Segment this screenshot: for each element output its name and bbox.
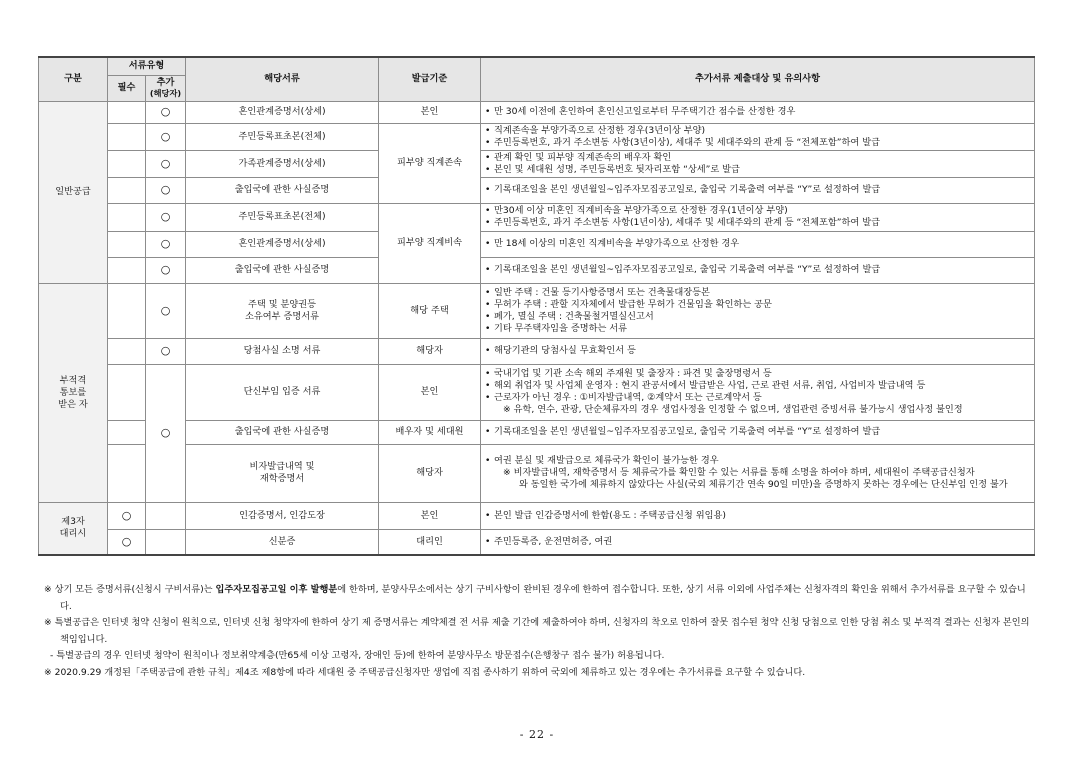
notes-cell: • 해당기관의 당첨사실 무효확인서 등: [481, 338, 1035, 364]
document-name: 출입국에 관한 사실증명: [186, 177, 379, 203]
document-name: 당첨사실 소명 서류: [186, 338, 379, 364]
group-general: 일반공급: [39, 101, 108, 283]
notes-cell: • 직계존속을 부양가족으로 산정한 경우(3년이상 부양) • 주민등록번호, 과거 주소변동 사항(3년이상), 세대주 및 세대주와의 관계 등 “전체포함”하여 발급: [481, 123, 1035, 150]
group-proxy: 제3자 대리시: [39, 502, 108, 555]
header-issue-basis: 발급기준: [379, 57, 481, 101]
document-name: 혼인관계증명서(상세): [186, 231, 379, 257]
header-required: 필수: [108, 75, 146, 101]
footnotes: [44, 582, 1034, 681]
issue-basis: 피부양 직계비속: [379, 203, 481, 283]
footnote-1: ※ 상기 모든 증명서류(신청시 구비서류)는 입주자모집공고일 이후 발행분에 한하며, 분양사무소에서는 상기 구비사항이 완비된 경우에 한하여 접수합니다. 또한, 상기 서류 이외에 사업주체는 신청자격의 확인을 위해서 추가서류를 요구할 수 있습니다.: [44, 584, 1026, 612]
header-category: 구분: [39, 57, 108, 101]
footnote-3: - 특별공급의 경우 인터넷 청약이 원칙이나 정보취약계층(만65세 이상 고령자, 장애인 등)에 한하여 분양사무소 방문접수(은행창구 접수 불가) 허용됩니다.: [50, 650, 665, 661]
notes-cell: • 기록대조일을 본인 생년월일~입주자모집공고일로, 출입국 기록출력 여부를 “Y”로 설정하여 발급: [481, 257, 1035, 283]
document-name: 출입국에 관한 사실증명: [186, 420, 379, 444]
group-ineligible: 부적격 통보를 받은 자: [39, 283, 108, 502]
notes-cell: • 만 30세 이전에 혼인하여 혼인신고일로부터 무주택기간 점수를 산정한 경우: [481, 101, 1035, 123]
required-mark: ○: [108, 502, 146, 529]
notes-cell: • 여권 분실 및 재발급으로 체류국가 확인이 불가능한 경우 ※ 비자발급내역, 재학증명서 등 체류국가를 확인할 수 있는 서류를 통해 소명을 하여야 하며, 세대원이 주택공급신청자 와 동일한 국가에 체류하지 않았다는 사실(국외 체류기간 연속 90일 미만)을 증명하지 못하는 경우에는 단신부임 인정 불가: [481, 444, 1035, 502]
document-name: 인감증명서, 인감도장: [186, 502, 379, 529]
notes-cell: • 국내기업 및 기관 소속 해외 주재원 및 출장자 : 파견 및 출장명령서 등 • 해외 취업자 및 사업체 운영자 : 현지 관공서에서 발급받은 사업, 근로 관련 서류, 취업, 사업비자 발급내역 등 • 근로자가 아닌 경우 : ①비자발급내역, ②계약서 또는 근로계약서 등 ※ 유학, 연수, 관광, 단순체류자의 경우 생업사정을 인정할 수 없으며, 생업관련 증빙서류 불가능시 생업사정 불인정: [481, 364, 1035, 420]
document-name: 주택 및 분양권등 소유여부 증명서류: [186, 283, 379, 338]
footnote-4: ※ 2020.9.29 개정된「주택공급에 관한 규칙」제4조 제8항에 따라 세대원 중 주택공급신청자만 생업에 직접 종사하기 위하여 국외에 체류하고 있는 경우에는 추가서류를 요구할 수 있습니다.: [44, 666, 806, 678]
document-name: 단신부임 입증 서류: [186, 364, 379, 420]
document-name: 출입국에 관한 사실증명: [186, 257, 379, 283]
additional-mark: ○: [146, 364, 186, 502]
notes-cell: • 만 18세 이상의 미혼인 직계비속을 부양가족으로 산정한 경우: [481, 231, 1035, 257]
notes-cell: • 만30세 이상 미혼인 직계비속을 부양가족으로 산정한 경우(1년이상 부양) • 주민등록번호, 과거 주소변동 사항(1년이상), 세대주 및 세대주와의 관계 등 “전체포함”하여 발급: [481, 203, 1035, 231]
document-name: 혼인관계증명서(상세): [186, 101, 379, 123]
issue-basis: 해당 주택: [379, 283, 481, 338]
notes-cell: • 주민등록증, 운전면허증, 여권: [481, 529, 1035, 555]
issue-basis: 대리인: [379, 529, 481, 555]
notes-cell: • 관계 확인 및 피부양 직계존속의 배우자 확인 • 본인 및 세대원 성명, 주민등록번호 뒷자리포함 “상세”로 발급: [481, 150, 1035, 177]
header-notes: 추가서류 제출대상 및 유의사항: [481, 57, 1035, 101]
document-name: 가족관계증명서(상세): [186, 150, 379, 177]
issue-basis: 배우자 및 세대원: [379, 420, 481, 444]
issue-basis: 본인: [379, 364, 481, 420]
footnote-2: ※ 특별공급은 인터넷 청약 신청이 원칙으로, 인터넷 신청 청약자에 한하여 상기 제 증명서류는 계약체결 전 서류 제출 기간에 제출하여야 하며, 신청자의 착오로 인하여 잘못 접수된 청약 신청 당첨으로 인한 당첨 취소 및 부적격 결과는 신청자 본인의 책임입니다.: [44, 617, 1030, 645]
page-number: - 22 -: [519, 728, 555, 741]
notes-cell: • 본인 발급 인감증명서에 한함(용도 : 주택공급신청 위임용): [481, 502, 1035, 529]
header-additional: 추가 (해당자): [146, 75, 186, 101]
issue-basis: 피부양 직계존속: [379, 123, 481, 203]
header-doc-type: 서류유형: [108, 57, 186, 75]
notes-cell: • 일반 주택 : 건물 등기사항증명서 또는 건축물대장등본 • 무허가 주택 : 관할 지자체에서 발급한 무허가 건물임을 확인하는 공문 • 폐가, 멸실 주택 : 건축물철거멸실신고서 • 기타 무주택자임을 증명하는 서류: [481, 283, 1035, 338]
additional-mark: ○: [146, 101, 186, 123]
header-document: 해당서류: [186, 57, 379, 101]
document-name: 비자발급내역 및 재학증명서: [186, 444, 379, 502]
issue-basis: 해당자: [379, 338, 481, 364]
document-name: 주민등록표초본(전체): [186, 203, 379, 231]
document-name: 신분증: [186, 529, 379, 555]
required-mark: ○: [108, 529, 146, 555]
notes-cell: • 기록대조일을 본인 생년월일~입주자모집공고일로, 출입국 기록출력 여부를 “Y”로 설정하여 발급: [481, 420, 1035, 444]
required-documents-table: 구분 서류유형 해당서류 발급기준 추가서류 제출대상 및 유의사항 필수 추가 (해당자) 일반공급 ○ 혼인관계증명서(상세) 본인 • 만 30세 이전에 혼인하여 혼인신고일로부터 무주택기간 점수를 산정한 경우 ○ 주민등록표초본(전체) 피부양 직계존속 • 직계존속을 부양가족으로 산정한 경우(3년이상 부양) • 주민등록번호, 과거 주소변동 사항(3년이상), 세대주 및 세대주와의 관계 등 “전체포함”하여 발급 ○ 가족관계증명서(상세) • 관계 확인 및 피부양 직계존속의 배우자 확인 • 본인 및 세대원 성명, 주민등록번호 뒷자리포함 “상세”로 발급 ○ 출입국에 관한 사실증명 • 기록대조일을 본인 생년월일~입주자모집공고일로, 출입국 기록출력 여부를 “Y”로 설정하여 발급 ○ 주민등록표초본(전체) 피부양 직계비속 • 만30세 이상 미혼인 직계비속을 부양가족으로 산정한 경우(1년이상 부양) • 주민등록번호, 과거 주소변동 사항(1년이상), 세대주 및 세대주와의 관계 등 “전체포함”하여 발급 ○ 혼인관계증명서(상세) • 만 18세 이상의 미혼인 직계비속을 부양가족으로 산정한 경우 ○ 출입국에 관한 사실증명 • 기록대조일을 본인 생년월일~입주자모집공고일로, 출입국 기록출력 여부를 “Y”로 설정하여 발급 부적격 통보를 받은 자 ○ 주택 및 분양권등 소유여부 증명서류 해당 주택 • 일반 주택 : 건물 등기사항증명서 또는 건축물대장등본 • 무허가 주택 : 관할 지자체에서 발급한 무허가 건물임을 확인하는 공문 • 폐가, 멸실 주택 : 건축물철거멸실신고서 • 기타 무주택자임을 증명하는 서류 ○ 당첨사실 소명 서류 해당자 • 해당기관의 당첨사실 무효확인서 등 ○ 단신부임 입증 서류 본인 • 국내기업 및 기관 소속 해외 주재원 및 출장자 : 파견 및 출장명령서 등 • 해외 취업자 및 사업체 운영자 : 현지 관공서에서 발급받은 사업, 근로 관련 서류, 취업, 사업비자 발급내역 등 • 근로자가 아닌 경우 : ①비자발급내역, ②계약서 또는 근로계약서 등 ※ 유학, 연수, 관광, 단순체류자의 경우 생업사정을 인정할 수 없으며, 생업관련 증빙서류 불가능시 생업사정 불인정 출입국에 관한 사실증명 배우자 및 세대원 • 기록대조일을 본인 생년월일~입주자모집공고일로, 출입국 기록출력 여부를 “Y”로 설정하여 발급 비자발급내역 및 재학증명서 해당자 • 여권 분실 및 재발급으로 체류국가 확인이 불가능한 경우 ※ 비자발급내역, 재학증명서 등 체류국가를 확인할 수 있는 서류를 통해 소명을 하여야 하며, 세대원이 주택공급신청자 와 동일한 국가에 체류하지 않았다는 사실(국외 체류기간 연속 90일 미만)을 증명하지 못하는 경우에는 단신부임 인정 불가 제3자 대리시 ○ 인감증명서, 인감도장 본인 • 본인 발급 인감증명서에 한함(용도 : 주택공급신청 위임용) ○ 신분증 대리인 • 주민등록증, 운전면허증, 여권: [38, 56, 1035, 556]
document-name: 주민등록표초본(전체): [186, 123, 379, 150]
issue-basis: 본인: [379, 101, 481, 123]
issue-basis: 본인: [379, 502, 481, 529]
issue-basis: 해당자: [379, 444, 481, 502]
notes-cell: • 기록대조일을 본인 생년월일~입주자모집공고일로, 출입국 기록출력 여부를 “Y”로 설정하여 발급: [481, 177, 1035, 203]
